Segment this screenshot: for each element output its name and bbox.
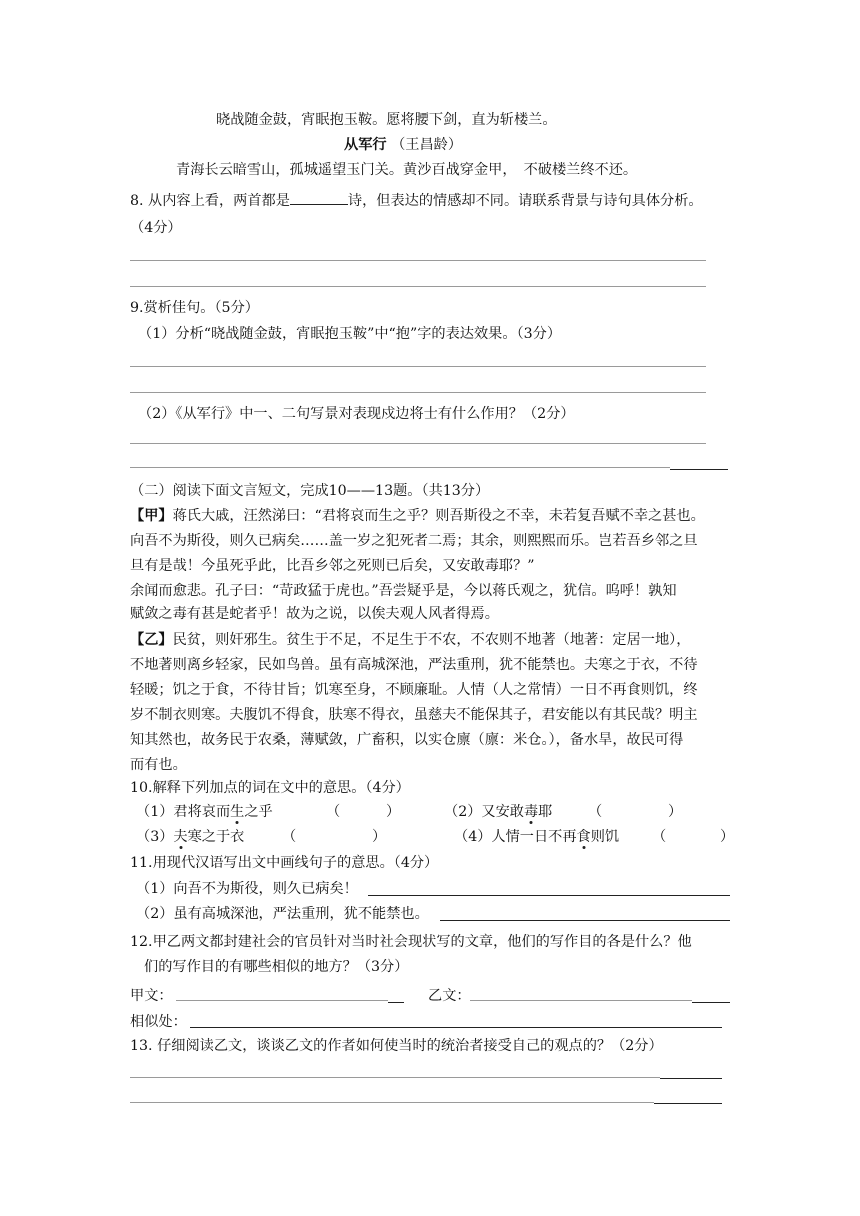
q8-score: （4分） [130, 220, 182, 236]
q10-item-1: （1）君将哀而生之乎 [136, 804, 273, 820]
yi-line-4: 岁不制衣则寒。夫腹饥不得食，肤寒不得衣，虽慈夫不能保其子，君安能以有其民哉？明主 [130, 707, 698, 723]
q9-sub1: （1）分析“晓战随金鼓，宵眠抱玉鞍”中“抱”字的表达效果。（3分） [138, 326, 562, 342]
jia-line-1: 【甲】蒋氏大戚，汪然涕曰：“君将哀而生之乎？则吾斯役之不幸，未若复吾赋不幸之甚也。 [130, 508, 705, 524]
q9-sub2-answer-line-1[interactable] [130, 443, 706, 444]
q11-sub1-answer-line[interactable] [368, 895, 730, 896]
yi-line-1: 【乙】民贫，则奸邪生。贫生于不足，不足生于不农，不农则不地著（地著：定居一地）， [130, 632, 691, 648]
q10-item-1-dotted: 生 [230, 804, 245, 820]
jia-line-5: 赋敛之毒有甚是蛇者乎！故为之说，以俟夫观人风者得焉。 [130, 606, 499, 622]
q12-jia-answer-line[interactable] [176, 1000, 388, 1001]
q10-item-2-paren-open: （ [588, 804, 603, 820]
q11-sub2: （2）虽有高城深池，严法重刑，犹不能禁也。 [136, 906, 429, 922]
q8-answer-line-2[interactable] [130, 286, 706, 287]
jia-line-4: 余闻而愈悲。孔子曰：“苛政猛于虎也。”吾尝疑乎是，今以蒋氏观之，犹信。呜呼！孰知 [130, 583, 677, 599]
q11-sub1: （1）向吾不为斯役，则久已病矣！ [136, 881, 358, 897]
q10-item-4-paren-open: （ [652, 829, 667, 845]
jia-line-2: 向吾不为斯役，则久已病矣……盖一岁之犯死者二焉；其余，则熙熙而乐。岂若吾乡邻之旦 [130, 533, 698, 549]
q11-sub2-answer-line[interactable] [440, 920, 730, 921]
q13-answer-line-2-tail [654, 1103, 722, 1104]
q8-blank[interactable] [290, 190, 348, 205]
q12-line-1: 12.甲乙两文都封建社会的官员针对当时社会现状写的文章，他们的写作目的各是什么？他 [130, 934, 692, 950]
q10-item-4-paren-close: ） [720, 829, 735, 845]
q10-item-2-paren-close: ） [668, 804, 683, 820]
yi-line-5: 知其然也，故务民于农桑，薄赋敛，广畜积，以实仓廪（廪：米仓。），备水旱，故民可得 [130, 732, 684, 748]
q8-suffix: 诗，但表达的情感却不同。请联系背景与诗句具体分析。 [347, 193, 703, 209]
yi-line-2: 不地著则离乡轻家，民如鸟兽。虽有高城深池，严法重刑，犹不能禁也。夫寒之于衣，不待 [130, 657, 698, 673]
poem1-line: 晓战随金鼓，宵眠抱玉鞍。愿将腰下剑，直为斩楼兰。 [216, 112, 557, 128]
q8-answer-line-1[interactable] [130, 260, 706, 261]
q9-sub1-answer-line-2[interactable] [130, 392, 706, 393]
q10-item-1-paren-close: ） [386, 804, 401, 820]
q10-item-3-dotted: 夫 [173, 829, 188, 845]
q13-answer-line-2[interactable] [130, 1102, 654, 1103]
q8-prefix: 8. 从内容上看，两首都是 [130, 193, 290, 209]
q10-item-2: （2）又安敢毒耶 [444, 804, 553, 820]
jia-tag: 【甲】 [130, 508, 173, 524]
poem2-line: 青海长云暗雪山，孤城遥望玉门关。黄沙百战穿金甲， 不破楼兰终不还。 [176, 162, 638, 178]
q12-jia-answer-line-tail [388, 1002, 404, 1003]
poem2-title: 从军行 [344, 137, 387, 153]
q10-item-1-paren-open: （ [326, 804, 341, 820]
q12-jia-label: 甲文： [130, 988, 173, 1004]
section2-heading: （二）阅读下面文言短文，完成10——13题。（共13分） [130, 483, 490, 499]
q9-sub2-answer-line-2[interactable] [130, 467, 670, 468]
q10-title: 10.解释下列加点的词在文中的意思。（4分） [130, 780, 410, 796]
q9-sub1-answer-line-1[interactable] [130, 366, 706, 367]
q13-title: 13. 仔细阅读乙文，谈谈乙文的作者如何使当时的统治者接受自己的观点的？（2分） [130, 1038, 663, 1054]
poem2-author: （王昌龄） [391, 137, 463, 153]
q10-item-4: （4）人情一日不再食则饥 [454, 829, 620, 845]
q10-item-4-dotted: 食 [576, 829, 591, 845]
q12-yi-answer-line-tail [692, 1002, 730, 1003]
poem2-heading [344, 135, 462, 155]
q10-item-2-dotted: 毒 [523, 804, 539, 820]
q13-answer-line-1-tail [660, 1078, 722, 1079]
q12-similar-label: 相似处： [130, 1014, 187, 1030]
q12-yi-answer-line[interactable] [470, 1000, 692, 1001]
q10-item-3-paren-open: （ [282, 829, 297, 845]
q12-similar-answer-line[interactable] [190, 1027, 722, 1028]
yi-line-3: 轻暖；饥之于食，不待甘旨；饥寒至身，不顾廉耻。人情（人之常情）一日不再食则饥，终 [130, 682, 698, 698]
jia-line-3: 旦有是哉！今虽死乎此，比吾乡邻之死则已后矣，又安敢毒耶？” [130, 558, 535, 574]
q13-answer-line-1[interactable] [130, 1077, 660, 1078]
q11-title: 11.用现代汉语写出文中画线句子的意思。（4分） [130, 855, 439, 871]
q12-line-2: 们的写作目的有哪些相似的地方？（3分） [144, 959, 409, 975]
yi-tag: 【乙】 [130, 632, 173, 648]
q12-yi-label: 乙文： [428, 988, 471, 1004]
q9-sub2: （2）《从军行》中一、二句写景对表现戍边将士有什么作用？（2分） [138, 406, 575, 422]
yi-line-6: 而有也。 [130, 757, 187, 773]
q9-sub2-answer-line-2-tail [670, 469, 728, 470]
q9-title: 9.赏析佳句。（5分） [130, 300, 259, 316]
q8-question [130, 190, 703, 211]
q10-item-3-paren-close: ） [372, 829, 387, 845]
q10-item-3: （3）夫寒之于衣 [136, 829, 245, 845]
